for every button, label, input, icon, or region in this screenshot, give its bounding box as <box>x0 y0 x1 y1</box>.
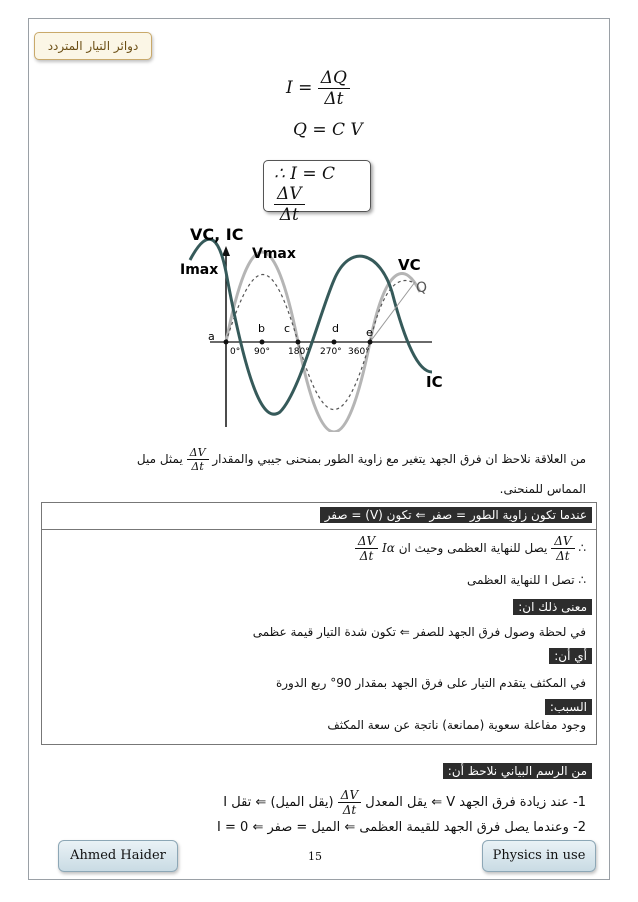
graph-note-1 <box>223 788 586 817</box>
label-point-d: d <box>332 322 339 335</box>
box-title: عندما تكون زاوية الطور = صفر ⇐ تكون (V) = صفر <box>320 507 592 523</box>
eq3-denominator: Δt <box>279 205 299 225</box>
graph-notes-label: من الرسم البياني نلاحظ أن: <box>443 763 592 779</box>
paragraph-line-2: المماس للمنحنى. <box>499 482 586 496</box>
ie-text: في المكثف يتقدم التيار على فرق الجهد بمقدار 90° ربع الدورة <box>275 676 586 690</box>
eq3-numerator: ΔV <box>274 184 305 205</box>
label-point-b: b <box>258 322 265 335</box>
eq1-numerator: ΔQ <box>318 68 350 89</box>
label-q: Q <box>416 280 428 296</box>
chapter-badge: دوائر التيار المتردد <box>34 32 152 60</box>
box-frac2-num: ΔV <box>355 534 378 549</box>
point-a <box>224 340 229 345</box>
box-title-row <box>320 507 592 523</box>
capacitor-graph <box>170 222 460 432</box>
angle-360: 360° <box>348 347 370 357</box>
label-ic: IC <box>426 373 443 391</box>
graph-note-frac-den: Δt <box>342 803 357 817</box>
graph-note-frac-num: ΔV <box>338 788 361 803</box>
equation-current-capacitor <box>274 164 370 225</box>
reason-text: وجود مفاعلة سعوية (ممانعة) ناتجة عن سعة المكثف <box>327 718 586 732</box>
box-therefore-1: ∴ <box>578 541 586 555</box>
graph-note-2: 2- وعندما يصل فرق الجهد للقيمة العظمى ⇐ الميل = صفر ⇐ I = 0 <box>217 820 586 835</box>
label-vmax: Vmax <box>252 246 296 262</box>
paragraph-frac-num: ΔV <box>187 446 209 460</box>
angle-270: 270° <box>320 347 342 357</box>
paragraph-text-1-end: يمثل ميل <box>136 452 183 466</box>
meaning-label-row <box>513 599 592 615</box>
eq1-lhs: I = <box>286 78 313 98</box>
equation-charge-capacitance: Q = C V <box>293 120 363 140</box>
label-vc: VC <box>398 256 421 274</box>
eq3-lhs: ∴ I = C <box>274 164 335 184</box>
label-point-c: c <box>284 322 291 335</box>
angle-0: 0° <box>230 347 241 357</box>
info-box-divider <box>42 529 596 530</box>
graph-note-1-text-b: (يقل الميل) ⇐ تقل I <box>223 795 334 810</box>
ie-label-row <box>549 648 592 664</box>
eq1-denominator: Δt <box>324 89 344 109</box>
label-point-a: a <box>208 330 215 343</box>
paragraph-text-1: من العلاقة نلاحظ ان فرق الجهد يتغير مع زاوية الطور بمنحنى جيبي والمقدار <box>212 452 586 466</box>
label-imax: Imax <box>180 262 219 278</box>
box-frac2-den: Δt <box>359 549 374 563</box>
paragraph-line-1 <box>137 446 586 473</box>
box-frac-den: Δt <box>556 549 570 563</box>
y-axis-arrow <box>222 246 230 256</box>
angle-90: 90° <box>254 347 270 357</box>
graph-note-1-text-a: 1- عند زيادة فرق الجهد V ⇐ يقل المعدل <box>365 795 586 810</box>
box-line-1 <box>355 534 586 563</box>
angle-180: 180° <box>288 347 310 357</box>
box-line-1-text: يصل للنهاية العظمى وحيث ان <box>398 541 548 555</box>
paragraph-frac-den: Δt <box>191 460 204 473</box>
label-point-e: e <box>366 326 373 339</box>
label-y: VC, IC <box>190 225 244 244</box>
point-c <box>296 340 301 345</box>
meaning-label: معنى ذلك ان: <box>513 599 592 615</box>
equation-current-charge <box>286 68 350 109</box>
footer-title: Physics in use <box>482 840 596 872</box>
point-e <box>368 340 373 345</box>
box-i-alpha: Iα <box>382 541 395 555</box>
meaning-text: في لحظة وصول فرق الجهد للصفر ⇐ تكون شدة التيار قيمة عظمى <box>252 625 586 639</box>
box-frac-num: ΔV <box>551 534 574 549</box>
graph-notes-label-row <box>443 763 592 779</box>
reason-label: السبب: <box>545 699 592 715</box>
point-b <box>260 340 265 345</box>
reason-label-row <box>545 699 592 715</box>
page-number: 15 <box>308 850 322 863</box>
point-d <box>332 340 337 345</box>
box-line-2: ∴ تصل I للنهاية العظمى <box>466 573 586 587</box>
ie-label: أي أن: <box>549 648 592 664</box>
footer-author: Ahmed Haider <box>58 840 178 872</box>
